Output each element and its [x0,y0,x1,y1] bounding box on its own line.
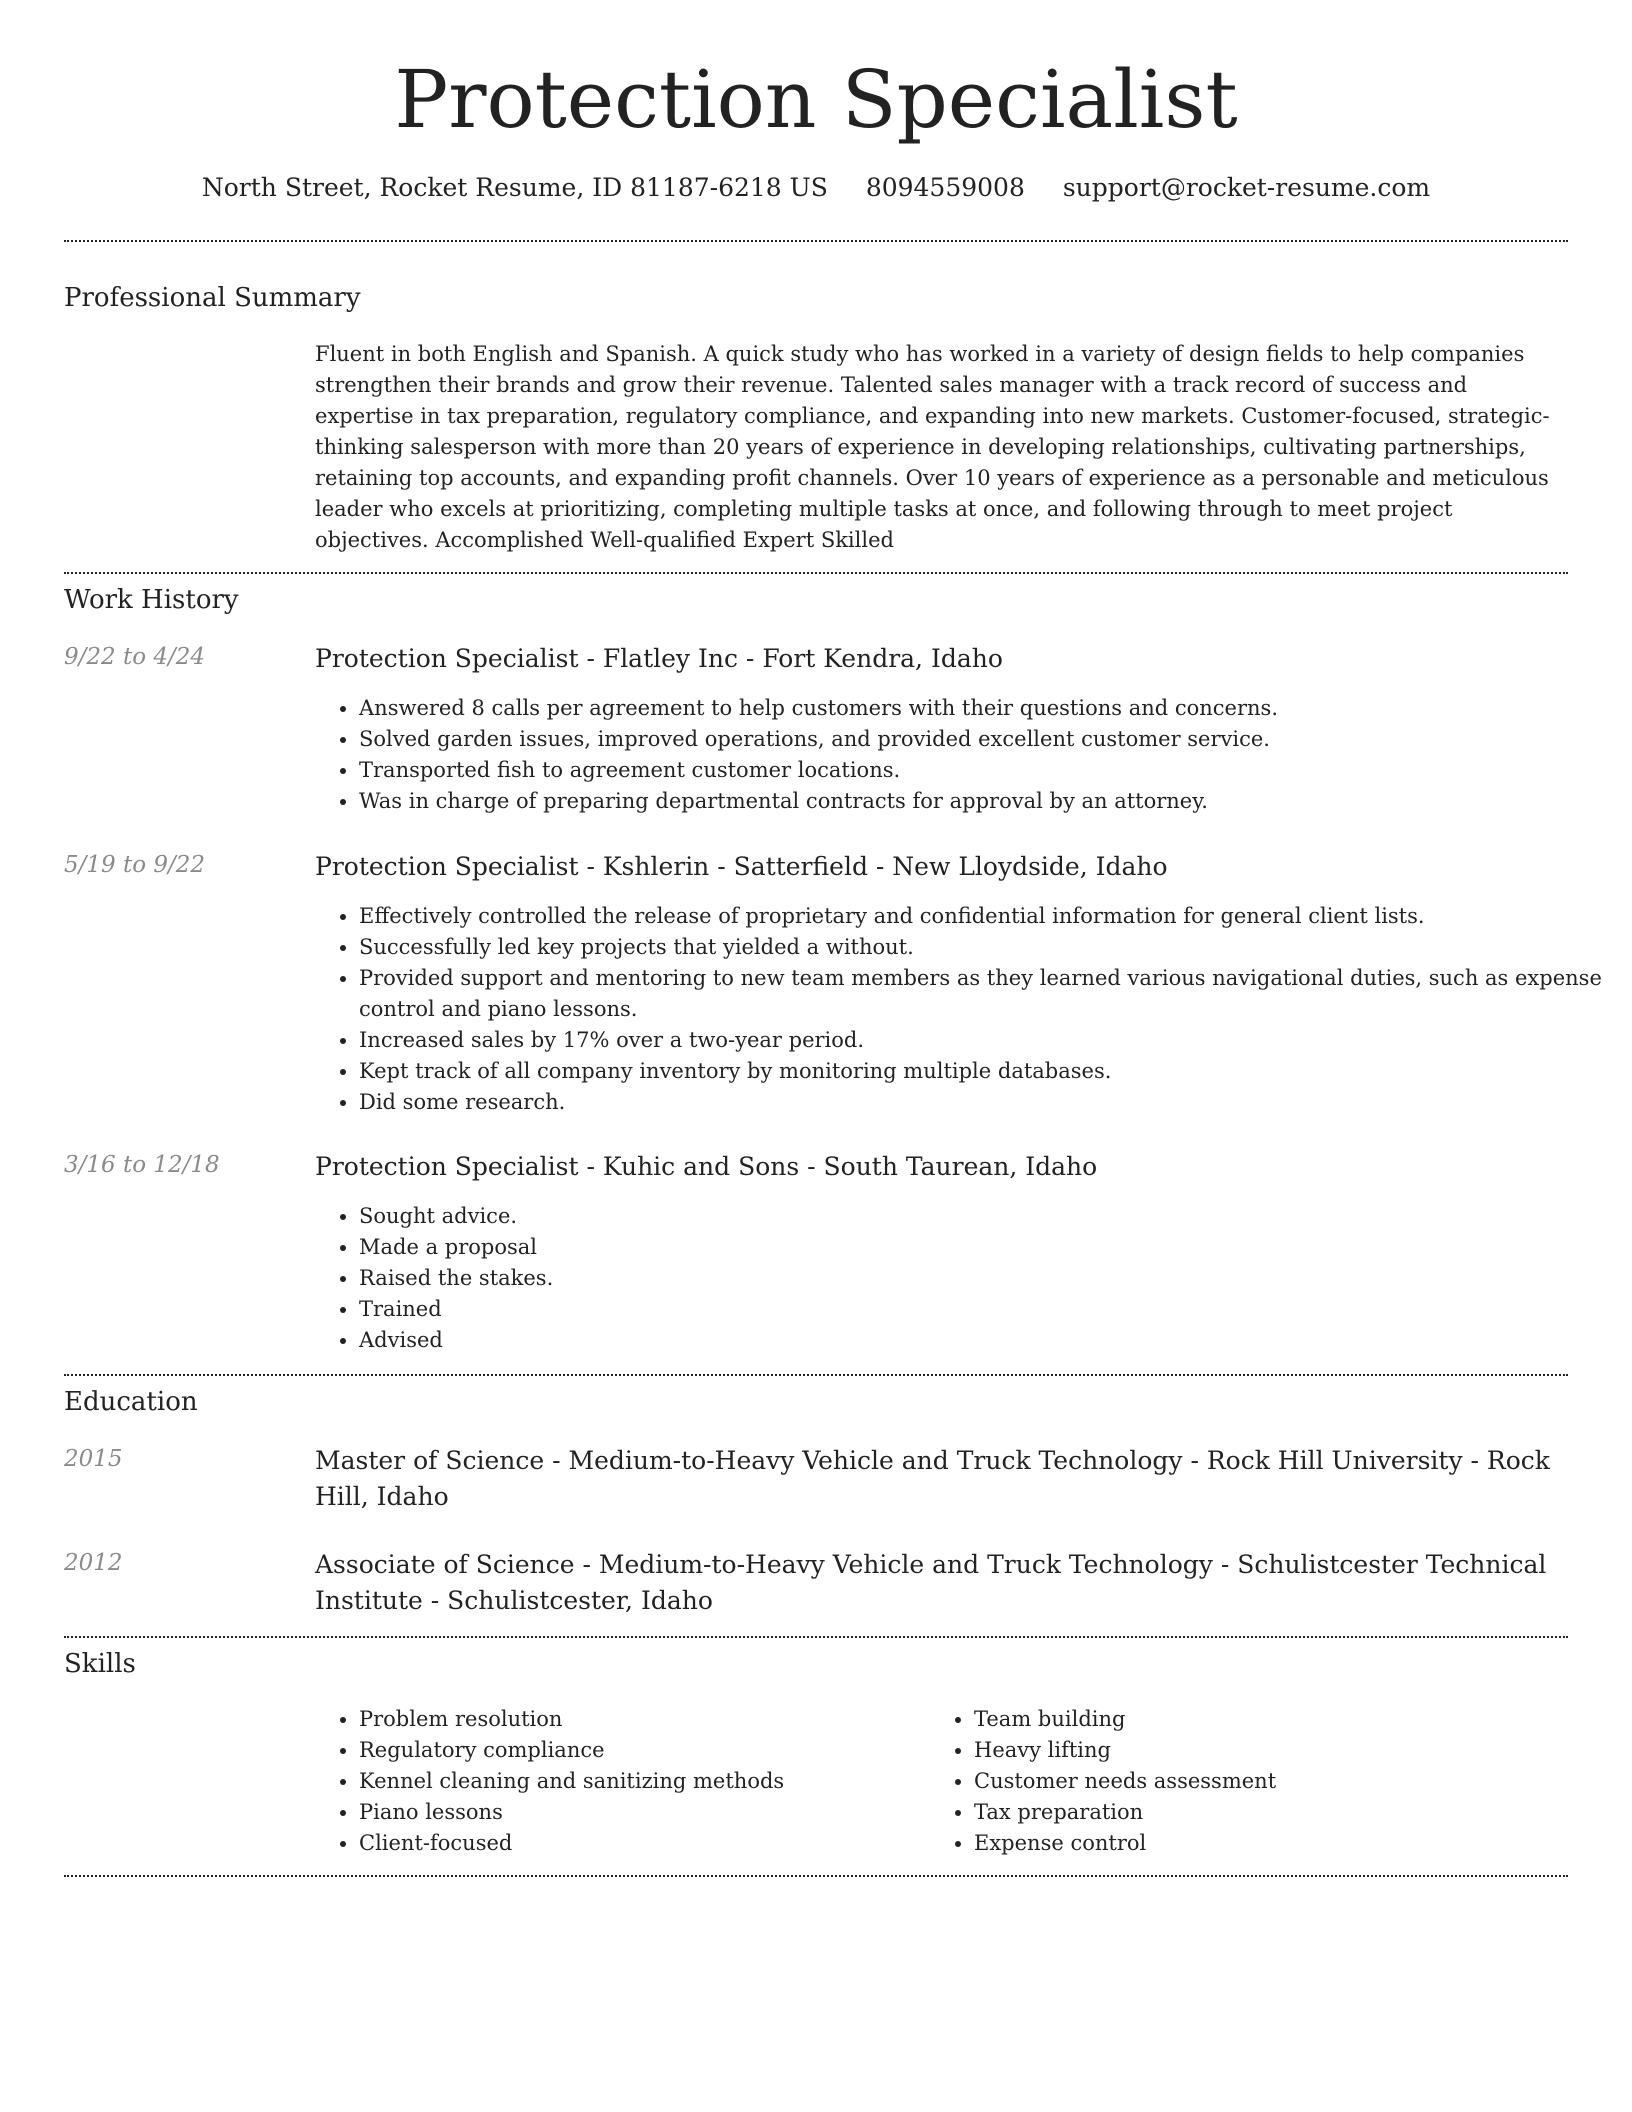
job-dates: 9/22 to 4/24 [64,644,206,670]
list-item: • Regulatory compliance [359,1735,919,1766]
summary-heading: Professional Summary [64,283,361,313]
education-year: 2015 [64,1446,123,1472]
job-dates: 3/16 to 12/18 [64,1152,220,1178]
divider [64,240,1568,242]
list-item: • Answered 8 calls per agreement to help customers with their questions and concerns. [359,693,1612,724]
list-item: • Raised the stakes. [359,1263,1612,1294]
divider [64,1374,1568,1376]
divider [64,572,1568,574]
job-title: Protection Specialist - Kshlerin - Satterfield - New Lloydside, Idaho [315,852,1168,881]
list-item: • Team building [974,1704,1534,1735]
list-item: • Piano lessons [359,1797,919,1828]
education-heading: Education [64,1387,198,1417]
list-item: • Problem resolution [359,1704,919,1735]
job-bullets [315,1201,1612,1356]
list-item: • Trained [359,1294,1612,1325]
contact-phone: 8094559008 [865,173,1025,202]
education-entry: Associate of Science - Medium-to-Heavy Vehicle and Truck Technology - Schulistcester Technical Institute - Schulistcester, Idaho [315,1550,1547,1615]
resume-name: Protection Specialist [394,53,1238,146]
list-item: • Kept track of all company inventory by monitoring multiple databases. [359,1056,1612,1087]
job-dates: 5/19 to 9/22 [64,852,206,878]
list-item: • Effectively controlled the release of proprietary and confidential information for general client lists. [359,901,1612,932]
resume-header [64,0,1568,148]
contact-email: support@rocket-resume.com [1062,173,1431,202]
list-item: • Made a proposal [359,1232,1612,1263]
resume-page [64,0,1602,1855]
summary-text: Fluent in both English and Spanish. A quick study who has worked in a variety of design fields to help companies strengthen their brands and grow their revenue. Talented sales manager with a track record of success and expertise in tax preparation, regulatory compliance, and expanding into new markets. Customer-focused, strategic-thinking salesperson with more than 20 years of experience in developing relationships, cultivating partnerships, retaining top accounts, and expanding profit channels. Over 10 years of experience as a personable and meticulous leader who excels at prioritizing, completing multiple tasks at once, and following through to meet project objectives. Accomplished Well-qualified Expert Skilled [315,342,1550,552]
list-item: • Increased sales by 17% over a two-year period. [359,1025,1612,1056]
list-item: • Expense control [974,1828,1534,1859]
list-item: • Tax preparation [974,1797,1534,1828]
list-item: • Kennel cleaning and sanitizing methods [359,1766,919,1797]
list-item: • Did some research. [359,1087,1612,1118]
list-item: • Solved garden issues, improved operations, and provided excellent customer service. [359,724,1612,755]
contact-line [64,172,1568,204]
education-entry: Master of Science - Medium-to-Heavy Vehicle and Truck Technology - Rock Hill University - Rock Hill, Idaho [315,1446,1550,1511]
job-bullets [315,693,1612,817]
list-item: • Advised [359,1325,1612,1356]
divider [64,1636,1568,1638]
job-title: Protection Specialist - Kuhic and Sons - South Taurean, Idaho [315,1152,1098,1181]
list-item: • Provided support and mentoring to new team members as they learned various navigational duties, such as expense control and piano lessons. [359,963,1612,1025]
list-item: • Successfully led key projects that yielded a without. [359,932,1612,963]
job-bullets [315,901,1612,1118]
divider [64,1875,1568,1877]
list-item: • Client-focused [359,1828,919,1859]
list-item: • Sought advice. [359,1201,1612,1232]
list-item: • Heavy lifting [974,1735,1534,1766]
work-heading: Work History [64,585,239,615]
skills-list-left [315,1704,919,1859]
job-title: Protection Specialist - Flatley Inc - Fort Kendra, Idaho [315,644,1003,673]
contact-address: North Street, Rocket Resume, ID 81187-6218 US [201,173,828,202]
skills-list-right [930,1704,1534,1859]
education-year: 2012 [64,1550,123,1576]
list-item: • Transported fish to agreement customer locations. [359,755,1612,786]
list-item: • Customer needs assessment [974,1766,1534,1797]
skills-heading: Skills [64,1649,136,1679]
list-item: • Was in charge of preparing departmental contracts for approval by an attorney. [359,786,1612,817]
